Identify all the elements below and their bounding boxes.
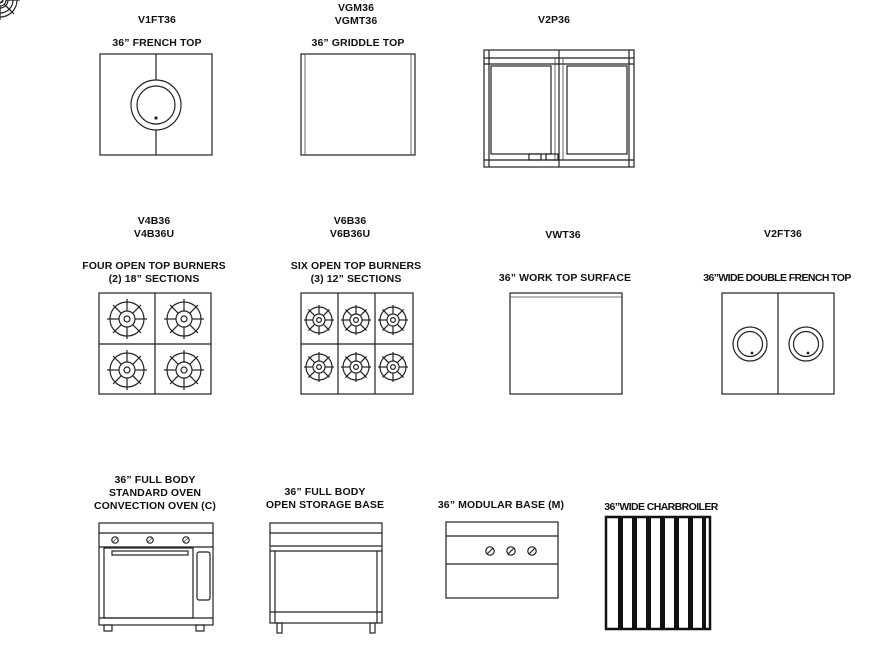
desc-label-charbroiler: 36”WIDE CHARBROILER xyxy=(604,501,718,513)
desc-label-griddle-top: 36” GRIDDLE TOP xyxy=(311,37,405,49)
model-label-v2ft36: V2FT36 xyxy=(764,228,802,240)
open-storage-base-drawing xyxy=(270,523,382,633)
french-top-drawing xyxy=(100,54,212,155)
model-label-v2p36: V2P36 xyxy=(537,14,571,26)
model-label-vgm36: VGM36 xyxy=(337,2,375,14)
desc-label-four-burners-sections: (2) 18” SECTIONS xyxy=(108,273,200,285)
two-pan-top-drawing xyxy=(484,50,634,167)
desc-label-work-top: 36” WORK TOP SURFACE xyxy=(498,272,632,284)
model-label-vgmt36: VGMT36 xyxy=(334,15,378,27)
model-label-v4b36u: V4B36U xyxy=(133,228,175,240)
modular-base-drawing xyxy=(446,522,558,598)
griddle-top-drawing xyxy=(301,54,415,155)
desc-label-four-burners: FOUR OPEN TOP BURNERS xyxy=(82,260,226,272)
six-burner-drawing xyxy=(0,0,413,394)
model-label-v6b36u: V6B36U xyxy=(329,228,371,240)
desc-label-six-burners: SIX OPEN TOP BURNERS xyxy=(290,260,422,272)
standard-oven-drawing xyxy=(99,523,213,631)
desc-label-open-storage-base: OPEN STORAGE BASE xyxy=(265,499,385,511)
work-top-drawing xyxy=(510,293,622,394)
model-label-v4b36: V4B36 xyxy=(137,215,171,227)
four-burner-drawing xyxy=(0,0,211,394)
desc-label-six-burners-sections: (3) 12” SECTIONS xyxy=(310,273,402,285)
model-label-vwt36: VWT36 xyxy=(545,229,581,241)
charbroiler-drawing xyxy=(606,517,710,629)
desc-label-full-body-2: 36” FULL BODY xyxy=(284,486,366,498)
desc-label-french-top: 36” FRENCH TOP xyxy=(112,37,202,49)
double-french-top-drawing xyxy=(722,293,834,394)
model-label-v6b36: V6B36 xyxy=(333,215,367,227)
desc-label-full-body-1: 36” FULL BODY xyxy=(114,474,196,486)
desc-label-double-french-top: 36”WIDE DOUBLE FRENCH TOP xyxy=(703,272,851,284)
desc-label-standard-oven: STANDARD OVEN xyxy=(108,487,202,499)
desc-label-modular-base: 36” MODULAR BASE (M) xyxy=(437,499,565,511)
model-label-v1ft36: V1FT36 xyxy=(138,14,176,26)
desc-label-convection-oven: CONVECTION OVEN (C) xyxy=(93,500,217,512)
